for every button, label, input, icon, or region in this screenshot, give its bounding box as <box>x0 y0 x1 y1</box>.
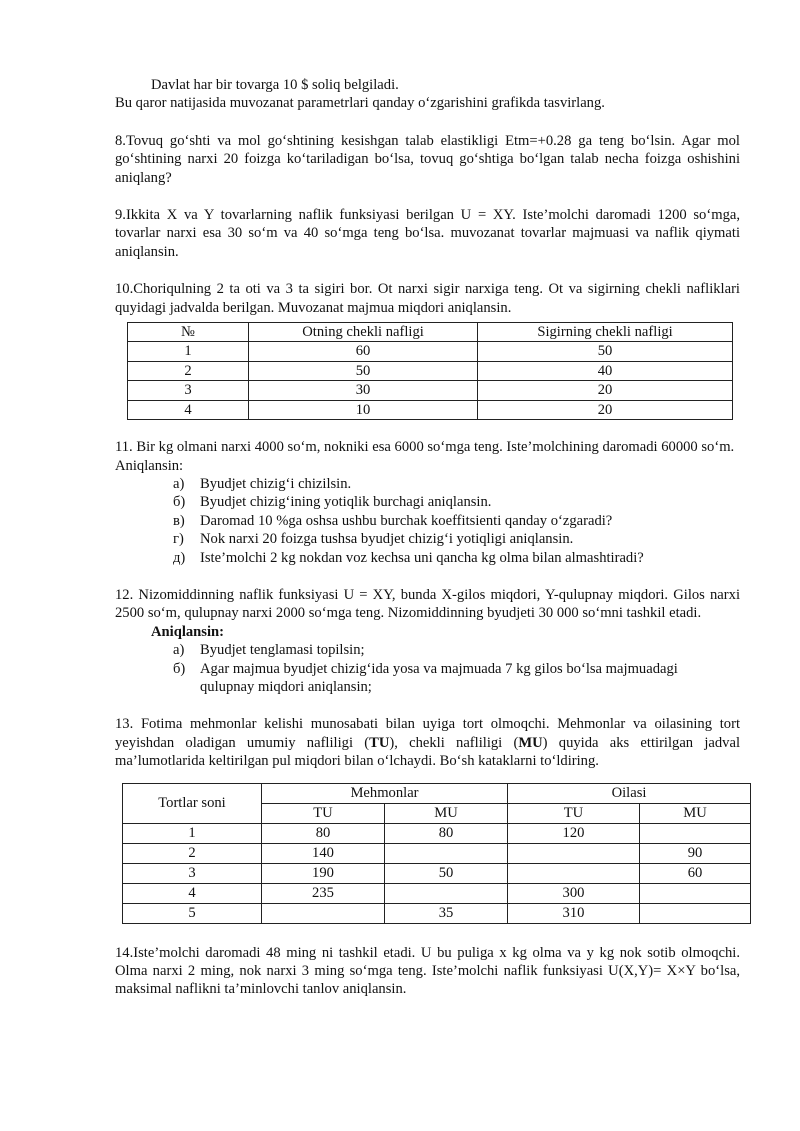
table-cell: 235 <box>262 883 385 903</box>
list-item <box>115 475 740 493</box>
problem-11: 11. Bir kg olmani narxi 4000 so‘m, nokniki esa 6000 so‘mga teng. Iste’molchining daromadi 60000 so‘m. <box>115 439 735 456</box>
table-row <box>128 381 733 400</box>
table-cell: 190 <box>262 863 385 883</box>
table-cell: 300 <box>508 883 640 903</box>
table-cell: 3 <box>128 381 249 400</box>
table-header: Oilasi <box>508 783 751 803</box>
table-cell: 4 <box>123 883 262 903</box>
table-cell: 60 <box>249 342 478 361</box>
table-header: Sigirning chekli nafligi <box>478 323 733 342</box>
problem-13-text: ) quyida aks ettirilgan jadval ma’lumotlarida keltirilgan pul miqdori bilan o‘lchaydi. Bo‘sh kataklarni to‘ldiring. <box>115 734 741 770</box>
list-marker: д) <box>173 549 186 566</box>
table-cell: 80 <box>262 823 385 843</box>
list-item-text: Nok narxi 20 foizga tushsa byudjet chizig‘i yotiqligi aniqlansin. <box>200 531 574 548</box>
table-subheader: TU <box>508 803 640 823</box>
list-item-text: Byudjet tenglamasi topilsin; <box>200 642 365 659</box>
problem-14: 14.Iste’molchi daromadi 48 ming ni tashkil etadi. U bu puliga x kg olma va y kg nok sotib olmoqchi. Olma narxi 2 ming, nok narxi 3 ming so‘mga teng. Iste’molchi naflik funksiyasi U(X,Y)= X×Y bo‘lsa, maksimal naflikni ta’minlovchi tanlov aniqlansin. <box>115 944 740 998</box>
list-marker: б) <box>173 494 186 511</box>
problem-11-list <box>115 475 740 567</box>
table-cell: 50 <box>478 342 733 361</box>
table-cell: 4 <box>128 400 249 419</box>
table-cell: 35 <box>385 903 508 923</box>
table-cell: 2 <box>128 361 249 380</box>
list-marker: г) <box>173 531 184 548</box>
table-cell: 20 <box>478 400 733 419</box>
table-cell: 20 <box>478 381 733 400</box>
table-subheader: TU <box>262 803 385 823</box>
table-cell: 10 <box>249 400 478 419</box>
table-cell: 50 <box>249 361 478 380</box>
table-header: № <box>128 323 249 342</box>
list-item <box>115 530 740 548</box>
table-cell <box>640 823 751 843</box>
list-marker: б) <box>173 660 186 677</box>
problem-11-label: Aniqlansin: <box>115 457 184 474</box>
table-header: Mehmonlar <box>262 783 508 803</box>
table-cell: 2 <box>123 843 262 863</box>
table-cell: 50 <box>385 863 508 883</box>
table-cell: 120 <box>508 823 640 843</box>
table-header: Tortlar soni <box>123 783 262 823</box>
list-item-text: Byudjet chizig‘ining yotiqlik burchagi aniqlansin. <box>200 494 492 511</box>
table-row <box>128 361 733 380</box>
table-row <box>128 400 733 419</box>
table-row <box>123 903 751 923</box>
table-subheader: MU <box>385 803 508 823</box>
document-body <box>115 76 740 999</box>
table-row <box>123 823 751 843</box>
list-item-continued <box>115 678 740 696</box>
list-item-text: Iste’molchi 2 kg nokdan voz kechsa uni qancha kg olma bilan almashtiradi? <box>200 549 644 566</box>
list-item-text: Daromad 10 %ga oshsa ushbu burchak koeffitsienti qanday o‘zgaradi? <box>200 512 613 529</box>
list-item <box>115 493 740 511</box>
table-marginal-utility <box>127 322 733 420</box>
tu-abbr: TU <box>369 734 390 751</box>
table-cell <box>508 843 640 863</box>
table-header: Otning chekli nafligi <box>249 323 478 342</box>
table-row <box>123 883 751 903</box>
list-item-text: qulupnay miqdori aniqlansin; <box>200 678 372 695</box>
table-cell: 140 <box>262 843 385 863</box>
problem-12-list <box>115 641 740 696</box>
intro-line-2: Bu qaror natijasida muvozanat parametrlari qanday o‘zgarishini grafikda tasvirlang. <box>115 95 605 112</box>
table-cell: 310 <box>508 903 640 923</box>
list-item <box>115 512 740 530</box>
table-cell: 90 <box>640 843 751 863</box>
problem-12: 12. Nizomiddinning naflik funksiyasi U = XY, bunda X-gilos miqdori, Y-qulupnay miqdori. Gilos narxi 2500 so‘m, qulupnay narxi 2000 so‘mga teng. Nizomiddinning byudjeti 30 000 so‘mni tashkil etadi. <box>115 586 740 622</box>
list-item-text: Byudjet chizig‘i chizilsin. <box>200 475 352 492</box>
list-marker: а) <box>173 642 185 659</box>
table-cell <box>508 863 640 883</box>
intro-line-1: Davlat har bir tovarga 10 $ soliq belgiladi. <box>151 77 399 93</box>
list-item <box>115 660 740 678</box>
table-cell: 1 <box>123 823 262 843</box>
table-cell: 40 <box>478 361 733 380</box>
problem-8: 8.Tovuq go‘shti va mol go‘shtining kesishgan talab elastikligi Etm=+0.28 ga teng bo‘lsin. Agar mol go‘shtining narxi 20 foizga ko‘tariladigan bo‘lsa, tovuq go‘shtiga bo‘lgan talab necha foizga oshishini aniqlang? <box>115 132 740 186</box>
problem-13-text: 13. Fotima mehmonlar kelishi munosabati bilan uyiga tort olmoqchi. Mehmonlar va oilasining tort yeyishdan oladigan umumiy nafliligi ( <box>115 716 740 751</box>
problem-9: 9.Ikkita X va Y tovarlarning naflik funksiyasi berilgan U = XY. Iste’molchi daromadi 1200 so‘mga, tovarlar narxi esa 30 so‘m va 40 so‘mga teng bo‘lsa. muvozanat tovarlar majmuasi va naflik qiymati aniqlansin. <box>115 207 740 260</box>
table-cell <box>385 883 508 903</box>
table-cell: 30 <box>249 381 478 400</box>
table-cell: 1 <box>128 342 249 361</box>
list-marker: в) <box>173 512 185 529</box>
problem-13-text: ), chekli nafliligi ( <box>389 734 519 751</box>
problem-12-label: Aniqlansin: <box>151 623 225 640</box>
problem-12-label-wrap <box>115 623 740 641</box>
problem-10: 10.Choriqulning 2 ta oti va 3 ta sigiri bor. Ot narxi sigir narxiga teng. Ot va sigirning chekli nafliklari quyidagi jadvalda berilgan. Muvozanat majmua miqdori aniqlansin. <box>115 281 740 316</box>
table-subheader: MU <box>640 803 751 823</box>
table-cell <box>385 843 508 863</box>
table-cell: 3 <box>123 863 262 883</box>
table-row <box>123 843 751 863</box>
table-cell <box>262 903 385 923</box>
problem-13 <box>115 715 740 770</box>
list-item-text: Agar majmua byudjet chizig‘ida yosa va majmuada 7 kg gilos bo‘lsa majmuadagi <box>200 660 678 677</box>
table-cell: 5 <box>123 903 262 923</box>
list-item <box>115 549 740 567</box>
list-marker: а) <box>173 475 185 492</box>
list-item <box>115 641 740 659</box>
table-cell <box>640 883 751 903</box>
table-cell <box>640 903 751 923</box>
mu-abbr: MU <box>518 734 543 751</box>
table-cell: 60 <box>640 863 751 883</box>
table-row <box>123 863 751 883</box>
table-row <box>128 342 733 361</box>
table-cake-utility <box>122 783 751 924</box>
table-cell: 80 <box>385 823 508 843</box>
